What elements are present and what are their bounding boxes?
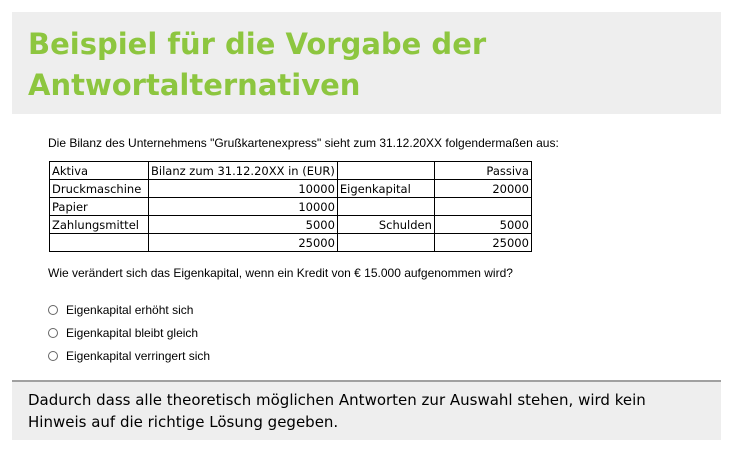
answer-option-label: Eigenkapital erhöht sich — [66, 302, 194, 317]
table-cell: 5000 — [434, 216, 531, 234]
table-cell: Druckmaschine — [50, 180, 149, 198]
table-cell — [434, 198, 531, 216]
answer-option[interactable] — [48, 344, 210, 367]
table-row — [50, 180, 532, 198]
balance-sheet-table — [49, 161, 532, 252]
answer-options — [48, 298, 210, 367]
table-cell: 25000 — [434, 234, 531, 252]
answer-option[interactable] — [48, 321, 210, 344]
table-row — [50, 198, 532, 216]
table-cell: 5000 — [149, 216, 338, 234]
title-line-2: Antwortalternativen — [28, 68, 361, 102]
radio-button[interactable] — [48, 328, 58, 338]
answer-option[interactable] — [48, 298, 210, 321]
table-header-cell: Bilanz zum 31.12.20XX in (EUR) — [149, 162, 338, 180]
table-row — [50, 216, 532, 234]
table-cell: 10000 — [149, 198, 338, 216]
table-cell: 20000 — [434, 180, 531, 198]
title-panel — [12, 12, 721, 114]
answer-option-label: Eigenkapital bleibt gleich — [66, 325, 199, 340]
question-text: Wie verändert sich das Eigenkapital, wenn ein Kredit von € 15.000 aufgenommen wird? — [48, 266, 513, 280]
example-content — [12, 114, 721, 380]
explanation-text: Dadurch dass alle theoretisch möglichen Antworten zur Auswahl stehen, wird kein Hinweis auf die richtige Lösung gegeben. — [28, 391, 646, 431]
table-cell — [337, 234, 434, 252]
table-header-cell — [337, 162, 434, 180]
intro-text: Die Bilanz des Unternehmens "Grußkartenexpress" sieht zum 31.12.20XX folgendermaßen aus: — [48, 136, 559, 150]
table-header-row — [50, 162, 532, 180]
table-total-row — [50, 234, 532, 252]
table-cell: Papier — [50, 198, 149, 216]
table-cell: Schulden — [337, 216, 434, 234]
table-cell: Zahlungsmittel — [50, 216, 149, 234]
answer-option-label: Eigenkapital verringert sich — [66, 348, 211, 363]
table-cell — [337, 198, 434, 216]
radio-button[interactable] — [48, 305, 58, 315]
table-header-cell: Aktiva — [50, 162, 149, 180]
table-cell: 10000 — [149, 180, 338, 198]
slide-title — [28, 24, 486, 106]
table-header-cell: Passiva — [434, 162, 531, 180]
table-cell: Eigenkapital — [337, 180, 434, 198]
table-cell: 25000 — [149, 234, 338, 252]
title-line-1: Beispiel für die Vorgabe der — [28, 27, 487, 61]
table-cell — [50, 234, 149, 252]
explanation-panel — [12, 380, 721, 440]
radio-button[interactable] — [48, 351, 58, 361]
